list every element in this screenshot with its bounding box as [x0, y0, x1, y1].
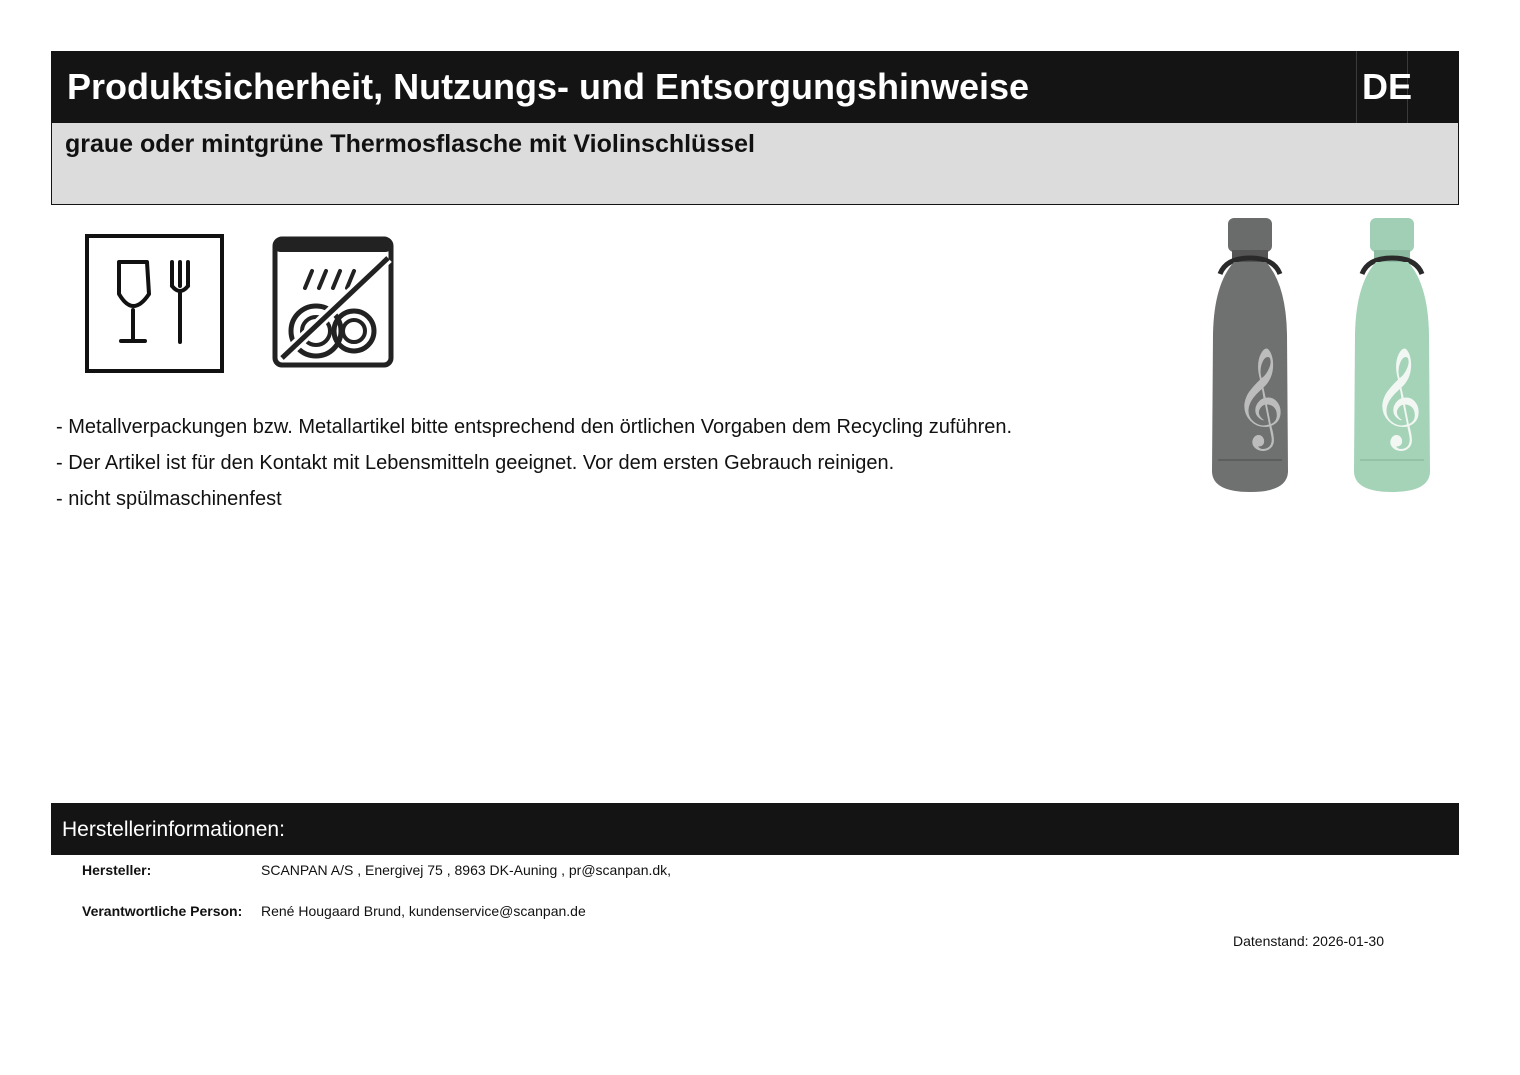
responsible-person-label: Verantwortliche Person: [82, 903, 243, 919]
responsible-person-value: René Hougaard Brund, kundenservice@scanpan.de [261, 903, 586, 919]
title-bar [51, 51, 1459, 123]
grey-bottle [1212, 218, 1288, 492]
not-dishwasher-safe-icon [272, 236, 394, 368]
language-code: DE [1362, 66, 1413, 107]
note-not-dishwasher-safe: - nicht spülmaschinenfest [56, 488, 282, 510]
food-safe-glass-fork-icon [85, 234, 224, 373]
note-food-contact: - Der Artikel ist für den Kontakt mit Lebensmitteln geeignet. Vor dem ersten Gebrauch reinigen. [56, 452, 895, 474]
product-name-bar [51, 123, 1459, 205]
manufacturer-value: SCANPAN A/S , Energivej 75 , 8963 DK-Auning , pr@scanpan.dk, [261, 862, 672, 878]
usage-notes [56, 409, 1036, 517]
svg-text:𝄞: 𝄞 [1234, 347, 1285, 447]
language-badge [1356, 51, 1413, 123]
product-photo [1200, 214, 1440, 496]
manufacturer-section-title: Herstellerinformationen: [62, 818, 285, 841]
note-recycling: - Metallverpackungen bzw. Metallartikel bitte entsprechend den örtlichen Vorgaben dem Recycling zuführen. [56, 416, 1013, 438]
manufacturer-label: Hersteller: [82, 862, 152, 878]
mint-bottle [1354, 218, 1430, 492]
page-title: Produktsicherheit, Nutzungs- und Entsorgungshinweise [67, 66, 1030, 107]
manufacturer-section-header [51, 803, 1459, 855]
svg-text:𝄞: 𝄞 [1372, 347, 1423, 447]
product-name: graue oder mintgrüne Thermosflasche mit Violinschlüssel [65, 130, 755, 158]
data-date: Datenstand: 2026-01-30 [1233, 933, 1384, 949]
